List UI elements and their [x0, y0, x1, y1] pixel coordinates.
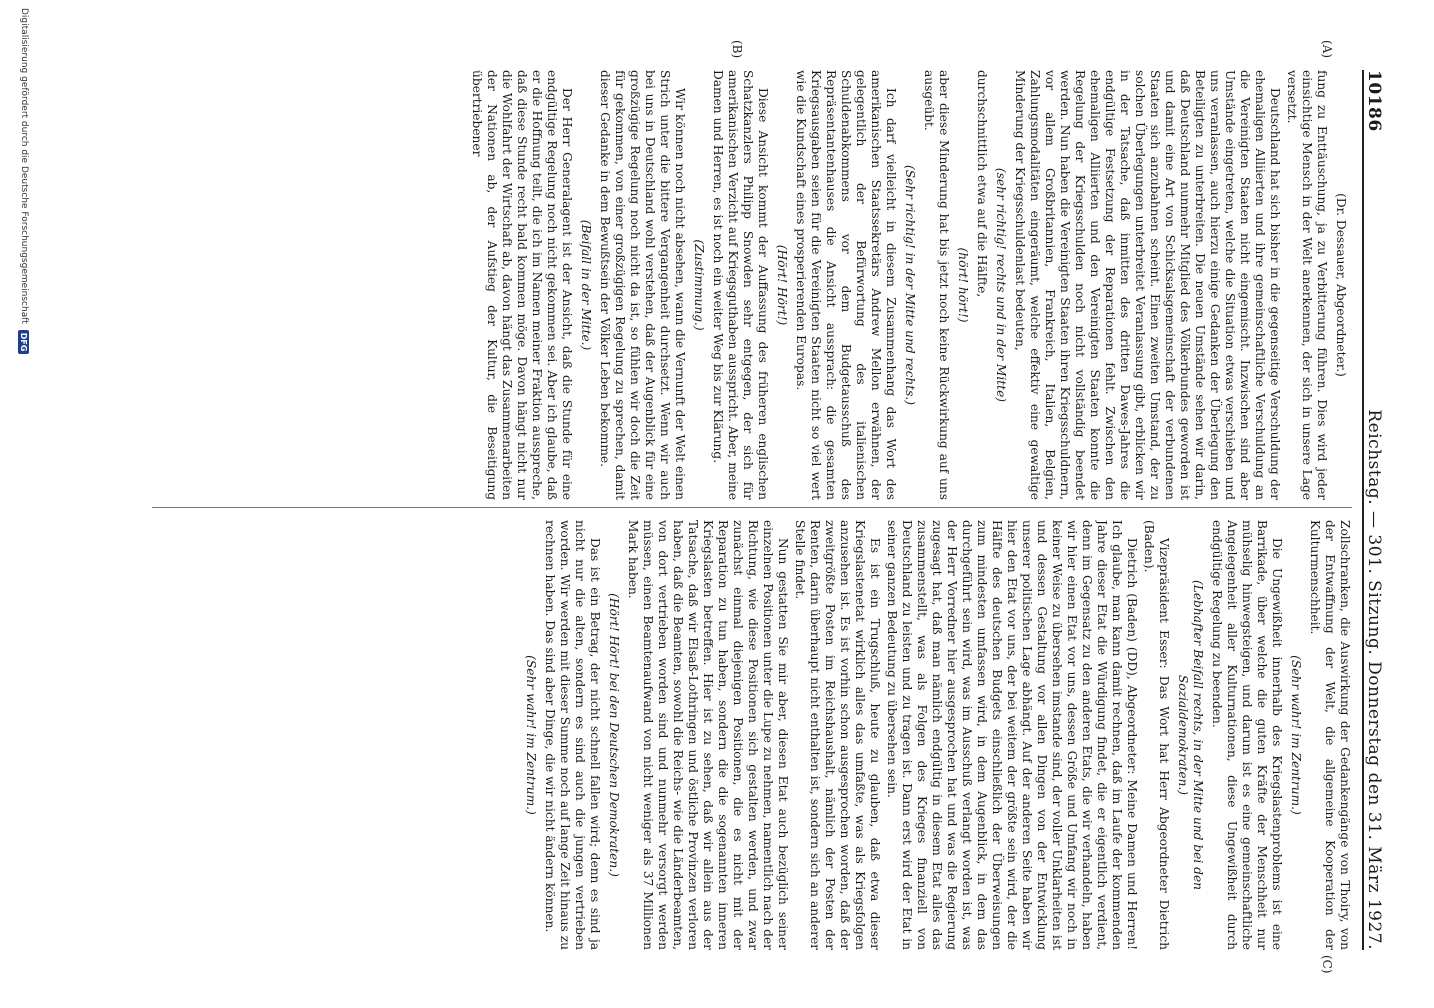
dfg-logo: DFG — [19, 330, 30, 355]
paragraph: Dietrich (Baden) (DD), Abgeordneter: Meine Damen und Herren! Ich glaube, man kann damit rechnen, daß im Laufe der kommenden Jahre dieser Etat die Würdigung findet, die er eigentlich verdient, denn im Gegensatz zu den anderen Etats, die wir verhandeln, haben wir hier einen Etat vor uns, dessen Größe und Umfang wir noch in keiner Weise zu übersehen imstande sind, der voller Unklarheiten ist und dessen Gestaltung vor allen Dingen von der Entwicklung unserer politischen Lage abhängt. Auf der anderen Seite haben wir hier den Etat vor uns, der bei weitem der größte sein wird, der die Hälfte des deutschen Budgets einschließlich der Überweisungen zum mindesten umfassen wird, in dem Augenblick, in dem das durchgeführt sein wird, was im Ausschuß verlangt worden ist, was der Herr Vorredner hier ausgesprochen hat und was die Regierung zugesagt hat, daß man nämlich endgültig in diesem Etat alles das zusammenstellt, was als Folgen des Krieges finanziell von Deutschland zu leisten und zu tragen ist. Dann erst wird der Etat in seiner ganzen Bedeutung zu übersehen sein. — [885, 520, 1139, 950]
page-header — [1362, 70, 1394, 950]
digitization-footer — [14, 0, 34, 1008]
paragraph: Diese Ansicht kommt der Auffassung des früheren englischen Schatzkanzlers Philipp Snowden sehr entgegen, der sich für amerikanischen Verzicht auf Kriegsguthaben ausspricht. Aber, meine Damen und Herren, es ist noch ein weiter Weg bis zur Klärung. — [711, 70, 770, 500]
interjection: (Zustimmung.) — [692, 239, 706, 331]
paragraph: Zollschranken, die Auswirkung der Gedankengänge von Thoiry, von der Entwaffnung der Welt, die allgemeine Kooperation der Kulturmenschheit. — [1308, 520, 1352, 950]
paragraph: Der Herr Generalagent ist der Ansicht, daß die Stunde für eine endgültige Regelung noch nicht gekommen sei. Aber ich glaube, daß er die Hoffnung teilt, die ich im Namen meiner Fraktion ausspreche, daß diese Stunde recht bald kommen möge. Davon hängt nicht nur die Wohlfahrt der Wirtschaft ab, davon hängt das Zusammenarbeiten der Nationen ab, der Aufstieg der Kultur, die Beseitigung übertriebener — [470, 70, 574, 500]
interjection: (Lebhafter Beifall rechts, in der Mitte und bei den Sozialdemokraten.) — [1176, 579, 1205, 891]
paragraph: Das ist ein Betrag, der nicht schnell fallen wird; denn es sind ja nicht nur die alten, sondern es sind auch die jungen vertrieben worden. Wir werden mit dieser Summe noch auf lange Zeit hinaus zu rechnen haben. Das sind aber Dinge, die wir nicht ändern können. — [543, 520, 602, 950]
paragraph: Die Ungewißheit innerhalb des Kriegslastenproblems ist eine Barrikade, über welche die guten Kräfte der Menschheit nur mühselig hinwegsteigen, und darum ist es eine gemeinschaftliche Angelegenheit aller Kulturnationen, diese Ungewißheit durch endgültige Regelung zu beenden. — [1210, 520, 1284, 950]
interjection: (Sehr wahr! im Zentrum.) — [1289, 655, 1303, 815]
interjection: (Beifall in der Mitte.) — [579, 219, 593, 351]
paragraph: aber diese Minderung hat bis jetzt noch keine Rückwirkung auf uns ausgeübt. — [922, 70, 951, 500]
margin-mark-a: (A) — [1320, 40, 1334, 59]
funding-note: Digitalisierung gefördert durch die Deutsche Forschungsgemeinschaft — [19, 8, 29, 324]
interjection: (Sehr richtig! in der Mitte und rechts.) — [903, 164, 917, 406]
interjection: (hört! hört!) — [956, 247, 970, 323]
paragraph: durchschnittlich etwa auf die Hälfte, — [975, 70, 989, 298]
paragraph: Es ist ein Trugschluß, heute zu glauben, daß etwa dieser Kriegslastenetat wirklich alles das umfaßte, was als Kriegsfolgen anzusehen ist. Es ist vorhin schon ausgesprochen worden, daß der zweitgrößte Posten im Reichshaushalt, nämlich der Posten der Renten, darin überhaupt nicht enthalten ist, sondern sich an anderer Stelle findet. — [793, 520, 882, 950]
column-divider — [152, 507, 1352, 508]
margin-mark-c: (C) — [1320, 955, 1334, 974]
speaker-line: (Dr. Dessauer, Abgeordneter.) — [1334, 193, 1348, 377]
right-text-column — [112, 520, 1352, 950]
speaker-announcement: Vizepräsident Esser: Das Wort hat Herr Abgeordneter Dietrich (Baden). — [1142, 520, 1171, 950]
margin-mark-b: (B) — [730, 40, 744, 59]
session-title: Reichstag. — 301. Sitzung. Donnerstag den 31. März 1927. — [1364, 409, 1384, 950]
paragraph: Wir können noch nicht absehen, wann die Vernunft der Welt einen Strich unter die bittere Vergangenheit durchsetzt. Wenn wir auch bei uns in Deutschland wohl verstehen, daß der Augenblick für eine großzügige Regelung noch nicht da ist, so fühlen wir doch die Zeit für gekommen, von einer großzügigen Regelung zu sprechen, damit dieser Gedanke in dem Bewußtsein der Völker Leben bekomme. — [598, 70, 687, 500]
page-number: 10186 — [1364, 70, 1384, 132]
paragraph: Nun gestatten Sie mir aber, diesen Etat auch bezüglich seiner einzelnen Positionen unter die Lupe zu nehmen, namentlich nach der Richtung, wie diese Positionen sich gestalten werden, und zwar zunächst einmal diejenigen Positionen, die es nicht mit der Reparation zu tun haben, sondern die die sogenannten inneren Kriegslasten betreffen. Hier ist zu sehen, daß wir allein aus der Tatsache, daß wir Elsaß-Lothringen und östliche Provinzen verloren haben, daß die Beamten, sowohl die Reichs- wie die Länderbeamten, von dort vertrieben worden sind und nunmehr versorgt werden müssen, einen Beamtenaufwand von nicht weniger als 37 Millionen Mark haben. — [626, 520, 790, 950]
paragraph: Ich darf vielleicht in diesem Zusammenhang das Wort des amerikanischen Staatssekretärs Andrew Mellon erwähnen, der gelegentlich der Befürwortung des italienischen Schuldenabkommens vor dem Budgetausschuß des Repräsentantenhauses die Ansicht aussprach: die gesamten Kriegsausgaben seien für die Vereinigten Staaten nicht so viel wert wie die Kundschaft eines prosperierenden Europas. — [794, 70, 898, 500]
interjection: (Hört! Hört!) — [775, 244, 789, 326]
paragraph: Deutschland hat sich bisher in die gegenseitige Verschuldung der ehemaligen Alliierten und ihre gemeinschaftliche Verschuldung an die Vereinigten Staaten nicht eingemischt. Inzwischen sind aber Umstände eingetreten, welche die Situation etwas verschieben und uns veranlassen, auch hierzu einige Gedanken der Überlegung den Beteiligten zu unterbreiten. Die neuen Umstände sehen wir darin, daß Deutschland nunmehr Mitglied des Völkerbundes geworden ist und damit eine Art von Schicksalsgemeinschaft der verbundenen Staaten sich anzubahnen scheint. Einen zweiten Umstand, der zu solchen Überlegungen unterbreitet Veranlassung gibt, erblicken wir in der Tatsache, daß inmitten des dritten Dawes-Jahres die endgültige Festsetzung der Reparationen fehlt. Zwischen den ehemaligen Alliierten und den Vereinigten Staaten konnte die Regelung der Kriegsschulden noch nicht vollständig beendet werden. Nun haben die Vereinigten Staaten ihren Kriegsschuldnern, vor allem Großbritannien, Frankreich, Italien, Belgien, Zahlungsmodalitäten eingeräumt, welche effektiv eine gewaltige Minderung der Kriegsschuldenlast bedeuten, — [1013, 70, 1282, 500]
paragraph: fung zu Enttäuschung, ja zu Verbitterung führen. Dies wird jeder einsichtige Mensch in der Welt anerkennen, der sich in unsere Lage versetzt. — [1285, 70, 1329, 500]
interjection: (sehr richtig! rechts und in der Mitte) — [994, 167, 1008, 403]
interjection: (Hört! Hört! bei den Deutschen Demokraten.) — [607, 593, 621, 877]
interjection: (Sehr wahr! im Zentrum.) — [524, 655, 538, 815]
left-text-column — [112, 70, 1352, 500]
